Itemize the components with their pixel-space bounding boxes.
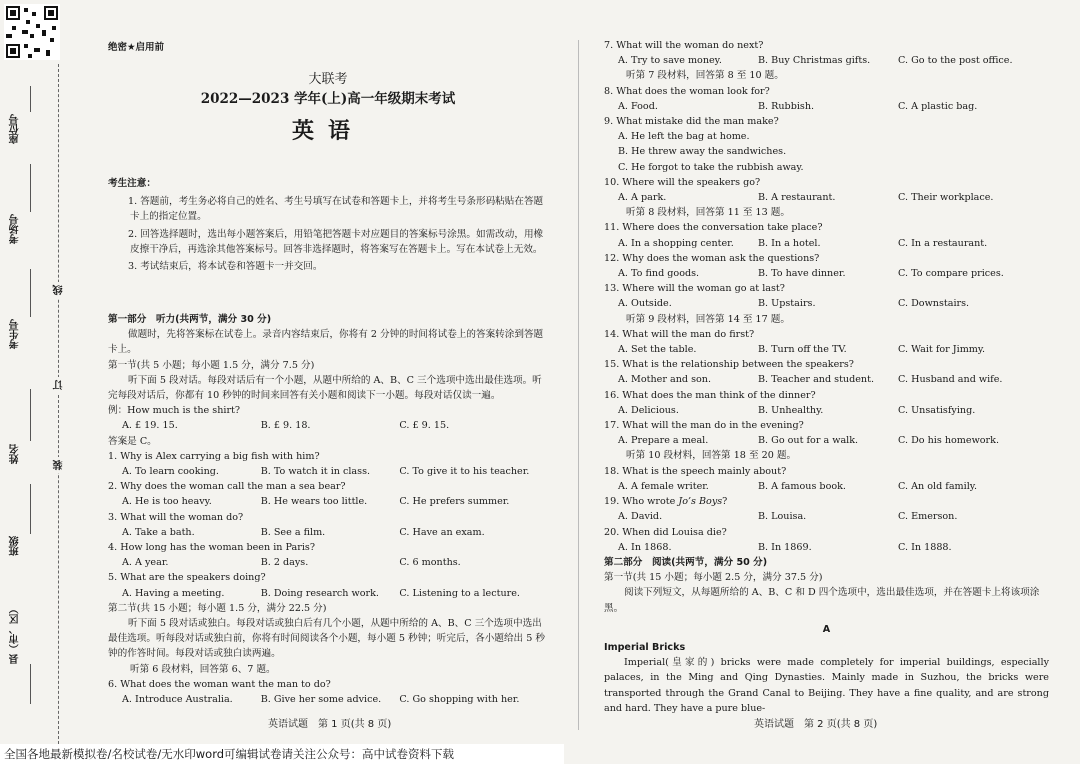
option-b: B. Upstairs. xyxy=(758,298,816,310)
section1-intro: 听下面 5 段对话。每段对话后有一个小题，从题中所给的 A、B、C 三个选项中选出最佳选项。听完每段对话后，你都有 10 秒钟的时间来回答有关小题和阅读下一小题。每段对话仅读一遍。 xyxy=(108,374,542,402)
option-b: B. He threw away the sandwiches. xyxy=(618,146,787,158)
example-question: 例：How much is the shirt? xyxy=(108,405,241,417)
option-a: A. To learn cooking. xyxy=(122,466,219,478)
book-title: Jo’s Boys xyxy=(678,496,723,508)
binding-dashed-line xyxy=(58,64,59,744)
section1-title: 第一节(共 5 小题；每小题 1.5 分，满分 7.5 分) xyxy=(108,359,315,371)
question: 10. Where will the speakers go? xyxy=(604,176,761,188)
part1-title: 第一部分 听力(共两节，满分 30 分) xyxy=(108,314,272,325)
question: 6. What does the woman want the man to do? xyxy=(108,678,331,690)
question: 7. What will the woman do next? xyxy=(604,40,764,51)
exam-room-line xyxy=(30,164,31,212)
option-b: B. To watch it in class. xyxy=(260,466,371,478)
option-b: B. 2 days. xyxy=(260,557,309,569)
page-footer: 英语试题 第 2 页(共 8 页) xyxy=(754,719,878,730)
option-a: A. A park. xyxy=(618,192,667,204)
option-b: B. £ 9. 18. xyxy=(260,420,311,432)
question: 8. What does the woman look for? xyxy=(604,85,770,97)
option-c: C. In 1888. xyxy=(898,541,952,553)
notice-section xyxy=(108,176,548,274)
subject-title: 英语 xyxy=(291,119,364,144)
notice-item: 3. 考试结束后，将本试卷和答题卡一并交回。 xyxy=(128,261,323,273)
passage-text: Imperial(皇家的) bricks were made completely for imperial buildings, especially palaces, in the Ming and Qing Dynasties. Mainly made in Suzhou, the bricks were transported through the Grand Canal to Beijing. They have a fine quality, and are strong and hard. They have a pure blue- xyxy=(604,657,1049,714)
option-b: B. Buy Christmas gifts. xyxy=(758,55,871,67)
question-options xyxy=(604,403,1049,418)
question-options xyxy=(604,53,1049,68)
page-footer: 英语试题 第 1 页(共 8 页) xyxy=(268,719,392,730)
option-a: A. Try to save money. xyxy=(618,55,722,67)
question-options xyxy=(604,190,1049,205)
example-answer: 答案是 C。 xyxy=(108,435,157,447)
section2-intro: 听下面 5 段对话或独白。每段对话或独白后有几个小题，从题中所给的 A、B、C 三个选项中选出最佳选项。听每段对话或独白前，你将有时间阅读各个小题，每小题 5 秒钟；听完后，各小题给出 5 秒钟的作答时间。每段对话或独白读两遍。 xyxy=(108,618,545,660)
option-c: C. Wait for Jimmy. xyxy=(898,344,986,356)
option-a: A. In 1868. xyxy=(618,541,672,553)
option-a: A. Food. xyxy=(618,100,658,112)
exam-series-title: 大联考 xyxy=(308,72,348,87)
question: 16. What does the man think of the dinner? xyxy=(604,389,816,401)
option-b: B. Unhealthy. xyxy=(758,404,824,416)
option-a: A. In a shopping center. xyxy=(618,237,734,249)
option-a: A. £ 19. 15. xyxy=(122,420,178,432)
confidential-label: 绝密★启用前 xyxy=(108,42,165,53)
listening-section xyxy=(108,312,548,707)
question-options xyxy=(604,236,1049,251)
county-label: 县（市、区） xyxy=(10,604,21,664)
binding-mark-staple: 订 xyxy=(52,377,67,393)
option-b: B. Give her some advice. xyxy=(260,694,382,706)
option-a: A. Prepare a meal. xyxy=(618,435,709,447)
option-a: A. He left the bag at home. xyxy=(618,131,750,143)
binding-mark-bind: 装 xyxy=(52,457,67,473)
question: 14. What will the man do first? xyxy=(604,328,755,340)
county-line xyxy=(30,664,31,704)
option-b: B. To have dinner. xyxy=(758,268,846,280)
listening-section-continued xyxy=(604,38,1049,716)
option-b: B. A famous book. xyxy=(758,480,846,492)
option-a: A. To find goods. xyxy=(618,268,700,280)
option-c: C. He prefers summer. xyxy=(399,496,510,508)
option-a: A. David. xyxy=(618,511,663,523)
option-a: A. Having a meeting. xyxy=(122,587,225,599)
option-b: B. Doing research work. xyxy=(260,587,379,599)
question-options xyxy=(108,555,548,570)
question-options xyxy=(604,99,1049,114)
question-options xyxy=(604,372,1049,387)
question-options xyxy=(108,586,548,601)
question: 4. How long has the woman been in Paris? xyxy=(108,542,315,554)
qr-code xyxy=(4,4,60,60)
option-b: B. Turn off the TV. xyxy=(758,344,847,356)
material-instruction: 听第 6 段材料，回答第 6、7 题。 xyxy=(130,663,276,675)
question-text: 19. Who wrote xyxy=(604,496,679,508)
part2-section1-title: 第一节(共 15 小题；每小题 2.5 分，满分 37.5 分) xyxy=(604,572,823,584)
part1-intro: 做题时，先将答案标在试卷上。录音内容结束后，你将有 2 分钟的时间将试卷上的答案转涂到答题卡上。 xyxy=(108,329,544,356)
question: 3. What will the woman do? xyxy=(108,511,244,523)
option-b: B. He wears too little. xyxy=(260,496,368,508)
option-c: C. An old family. xyxy=(898,480,977,492)
option-c: C. To compare prices. xyxy=(898,268,1004,280)
option-c: C. Listening to a lecture. xyxy=(399,587,520,599)
question-options xyxy=(604,296,1049,311)
option-a: A. He is too heavy. xyxy=(122,496,212,508)
exam-title: 2022—2023 学年(上)高一年级期末考试 xyxy=(200,91,456,107)
option-b: B. Rubbish. xyxy=(758,100,815,112)
part2-title: 第二部分 阅读(共两节，满分 50 分) xyxy=(604,556,768,568)
exam-room-label: 考场号 xyxy=(10,214,21,244)
option-c: C. Their workplace. xyxy=(898,192,994,204)
question-options xyxy=(604,479,1049,494)
option-a: A. Mother and son. xyxy=(618,374,711,386)
option-c: C. Do his homework. xyxy=(898,435,1000,447)
material-instruction: 听第 9 段材料，回答第 14 至 17 题。 xyxy=(626,313,790,325)
option-b: B. Go out for a walk. xyxy=(758,435,859,447)
question-options xyxy=(604,342,1049,357)
passage-letter: A xyxy=(822,623,831,635)
option-a: A. Take a bath. xyxy=(122,526,195,538)
question-options xyxy=(108,464,548,479)
notice-item: 1. 答题前，考生务必将自己的姓名、考生号填写在试卷和答题卡上，并将考生号条形码粘贴在答题卡上的指定位置。 xyxy=(128,196,544,223)
page-2 xyxy=(604,0,1049,764)
material-instruction: 听第 7 段材料，回答第 8 至 10 题。 xyxy=(626,70,784,82)
class-label: 班级 xyxy=(10,536,21,556)
page-1 xyxy=(108,0,548,764)
option-c: C. Husband and wife. xyxy=(898,374,1003,386)
option-c: C. Have an exam. xyxy=(399,526,485,538)
question: 9. What mistake did the man make? xyxy=(604,116,779,128)
option-c: C. A plastic bag. xyxy=(898,100,978,112)
option-a: A. A year. xyxy=(122,557,169,569)
passage-title: Imperial Bricks xyxy=(604,641,686,653)
option-a: A. Outside. xyxy=(618,298,672,310)
option-c: C. 6 months. xyxy=(399,557,461,569)
material-instruction: 听第 10 段材料，回答第 18 至 20 题。 xyxy=(626,450,797,462)
option-b: B. In a hotel. xyxy=(758,237,821,249)
section2-title: 第二节(共 15 小题；每小题 1.5 分，满分 22.5 分) xyxy=(108,602,327,614)
student-number-line xyxy=(30,269,31,317)
question: 1. Why is Alex carrying a big fish with him? xyxy=(108,450,320,462)
seat-number-label: 座位号 xyxy=(10,114,21,144)
option-c: C. To give it to his teacher. xyxy=(399,466,530,478)
question-options xyxy=(604,266,1049,281)
watermark-banner: 全国各地最新模拟卷/名校试卷/无水印word可编辑试卷请关注公众号：高中试卷资料下载 xyxy=(0,744,564,764)
option-c: C. Downstairs. xyxy=(898,298,970,310)
question-options xyxy=(108,525,548,540)
option-a: A. Set the table. xyxy=(618,344,697,356)
question-options xyxy=(108,692,548,707)
class-line xyxy=(30,484,31,534)
binding-margin xyxy=(0,64,72,744)
question-options xyxy=(108,494,548,509)
question-options xyxy=(604,509,1049,524)
question: 5. What are the speakers doing? xyxy=(108,572,266,584)
question: 15. What is the relationship between the speakers? xyxy=(604,359,854,371)
material-instruction: 听第 8 段材料，回答第 11 至 13 题。 xyxy=(626,207,790,219)
example-options xyxy=(108,418,548,433)
question xyxy=(604,494,1049,509)
question-options xyxy=(604,433,1049,448)
student-number-label: 考生号 xyxy=(10,319,21,349)
question: 13. Where will the woman go at last? xyxy=(604,283,785,295)
option-b: B. In 1869. xyxy=(758,541,812,553)
question: 2. Why does the woman call the man a sea bear? xyxy=(108,481,346,493)
option-c: C. £ 9. 15. xyxy=(399,420,450,432)
option-a: A. A female writer. xyxy=(618,480,709,492)
question: 12. Why does the woman ask the questions? xyxy=(604,252,820,264)
option-b: B. Teacher and student. xyxy=(758,374,875,386)
question: 17. What will the man do in the evening? xyxy=(604,420,804,432)
seat-number-line xyxy=(30,86,31,112)
option-c: C. He forgot to take the rubbish away. xyxy=(618,161,804,173)
question: 20. When did Louisa die? xyxy=(604,526,727,538)
option-b: B. A restaurant. xyxy=(758,192,836,204)
option-b: B. Louisa. xyxy=(758,511,807,523)
name-label: 姓名 xyxy=(10,444,21,464)
page-divider xyxy=(578,40,579,730)
question-mark: ? xyxy=(722,496,728,508)
option-c: C. Emerson. xyxy=(898,511,958,523)
part2-intro: 阅读下列短文，从每题所给的 A、B、C 和 D 四个选项中，选出最佳选项，并在答题卡上将该项涂黑。 xyxy=(604,587,1040,614)
question: 11. Where does the conversation take place? xyxy=(604,222,823,234)
option-a: A. Delicious. xyxy=(618,404,679,416)
question: 18. What is the speech mainly about? xyxy=(604,465,787,477)
question-options xyxy=(604,540,1049,555)
option-c: C. Unsatisfying. xyxy=(898,404,976,416)
option-b: B. See a film. xyxy=(260,526,326,538)
option-c: C. In a restaurant. xyxy=(898,237,988,249)
notice-title: 考生注意： xyxy=(108,178,156,189)
notice-item: 2. 回答选择题时，选出每小题答案后，用铅笔把答题卡对应题目的答案标号涂黑。如需改动，用橡皮擦干净后，再选涂其他答案标号。回答非选择题时，将答案写在答题卡上。写在本试卷上无效。 xyxy=(128,228,544,255)
option-c: C. Go shopping with her. xyxy=(399,694,520,706)
option-c: C. Go to the post office. xyxy=(898,55,1013,67)
binding-mark-line: 线 xyxy=(52,282,67,298)
option-a: A. Introduce Australia. xyxy=(122,694,233,706)
name-line xyxy=(30,389,31,441)
